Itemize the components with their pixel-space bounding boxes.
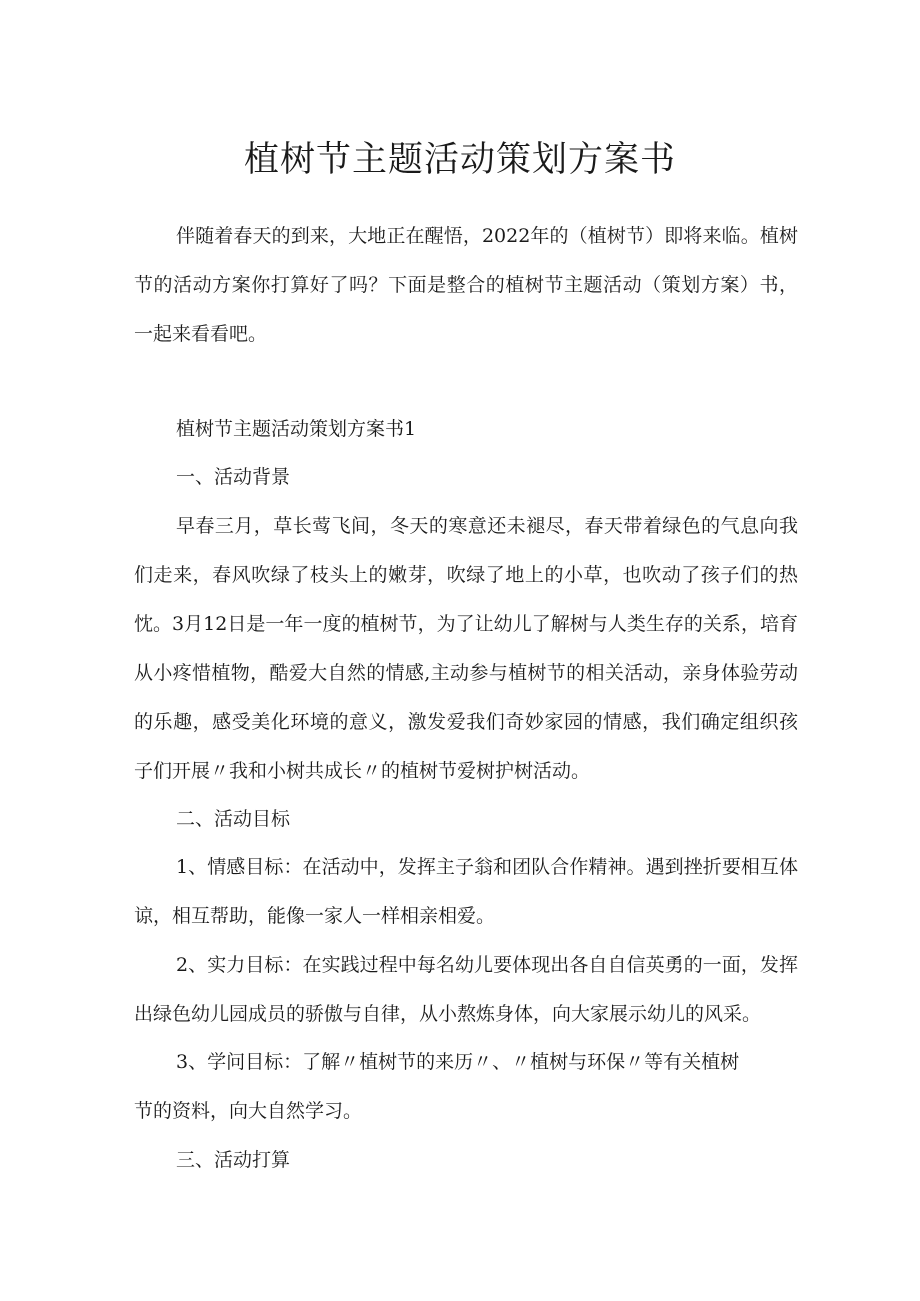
section-title: 植树节主题活动策划方案书1 <box>176 418 417 440</box>
heading-preparation: 三、活动打算 <box>176 1149 291 1171</box>
goal-emotion-paragraph: 1、情感目标：在活动中，发挥主子翁和团队合作精神。遇到挫折要相互体谅，相互帮助，能像一家人一样相亲相爱。 <box>134 856 798 927</box>
document-title: 植树节主题活动策划方案书 <box>243 140 676 180</box>
intro-paragraph: 伴随着春天的到来，大地正在醒悟，2022年的（植树节）即将来临。植树节的活动方案你打算好了吗？下面是整合的植树节主题活动（策划方案）书，一起来看看吧。 <box>134 225 798 345</box>
background-paragraph: 早春三月，草长莺飞间，冬天的寒意还未褪尽，春天带着绿色的气息向我们走来，春风吹绿了枝头上的嫩芽，吹绿了地上的小草，也吹动了孩子们的热忱。3月12日是一年一度的植树节，为了让幼儿了解树与人类生存的关系，培育从小疼惜植物，酷爱大自然的情感,主动参与植树节的相关活动，亲身体验劳动的乐趣，感受美化环境的意义，激发爱我们奇妙家园的情感，我们确定组织孩子们开展〃我和小树共成长〃的植树节爱树护树活动。 <box>134 515 798 782</box>
goal-knowledge-line-1: 3、学问目标：了解〃植树节的来历〃、〃植树与环保〃等有关植树 <box>176 1051 740 1073</box>
goal-knowledge-line-2: 节的资料，向大自然学习。 <box>134 1100 363 1122</box>
heading-background: 一、活动背景 <box>176 466 291 488</box>
goal-ability-paragraph: 2、实力目标：在实践过程中每名幼儿要体现出各自自信英勇的一面，发挥出绿色幼儿园成员的骄傲与自律，从小熬炼身体，向大家展示幼儿的风采。 <box>134 954 798 1025</box>
heading-goals: 二、活动目标 <box>176 808 291 830</box>
